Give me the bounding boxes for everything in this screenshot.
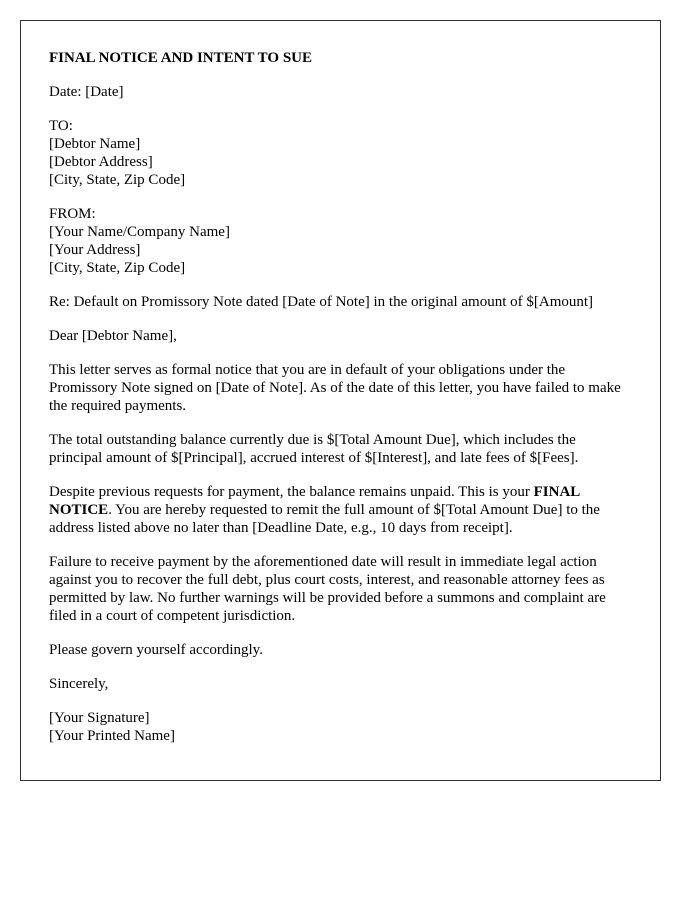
- body-paragraph-balance: The total outstanding balance currently due is $[Total Amount Due], which includes the principal amount of $[Principal], accrued interest of $[Interest], and late fees of $[Fees].: [49, 432, 579, 466]
- letter-page: [20, 20, 661, 781]
- recipient-label: TO:: [49, 118, 73, 134]
- sender-block: [49, 205, 632, 277]
- body-paragraph-final-notice: [49, 483, 632, 537]
- final-notice-text-before: Despite previous requests for payment, the balance remains unpaid. This is your: [49, 484, 534, 500]
- final-notice-text-after: . You are hereby requested to remit the full amount of $[Total Amount Due] to the address listed above no later than [Deadline Date, e.g., 10 days from receipt].: [49, 502, 600, 536]
- sender-label: FROM:: [49, 206, 96, 222]
- sender-line: [Your Address]: [49, 242, 141, 258]
- recipient-line: [Debtor Name]: [49, 136, 141, 152]
- recipient-line: [Debtor Address]: [49, 154, 153, 170]
- sender-line: [City, State, Zip Code]: [49, 260, 186, 276]
- date-line: Date: [Date]: [49, 84, 124, 100]
- recipient-block: [49, 117, 632, 189]
- sender-line: [Your Name/Company Name]: [49, 224, 230, 240]
- body-paragraph-legal-action: Failure to receive payment by the aforementioned date will result in immediate legal action against you to recover the full debt, plus court costs, interest, and reasonable attorney fees as permitted by law. No further warnings will be provided before a summons and complaint are filed in a court of competent jurisdiction.: [49, 554, 606, 624]
- document-title: FINAL NOTICE AND INTENT TO SUE: [49, 50, 312, 66]
- body-paragraph-govern: Please govern yourself accordingly.: [49, 642, 263, 658]
- recipient-line: [City, State, Zip Code]: [49, 172, 186, 188]
- closing: Sincerely,: [49, 676, 109, 692]
- signature-line: [Your Signature]: [49, 710, 150, 726]
- final-notice-emphasis: FINAL NOTICE: [49, 484, 580, 518]
- salutation: Dear [Debtor Name],: [49, 328, 177, 344]
- subject-line: Re: Default on Promissory Note dated [Date of Note] in the original amount of $[Amount]: [49, 294, 594, 310]
- printed-name-line: [Your Printed Name]: [49, 728, 175, 744]
- body-paragraph-default-notice: This letter serves as formal notice that you are in default of your obligations under the Promissory Note signed on [Date of Note]. As of the date of this letter, you have failed to make the required payments.: [49, 362, 621, 414]
- signature-block: [49, 709, 632, 745]
